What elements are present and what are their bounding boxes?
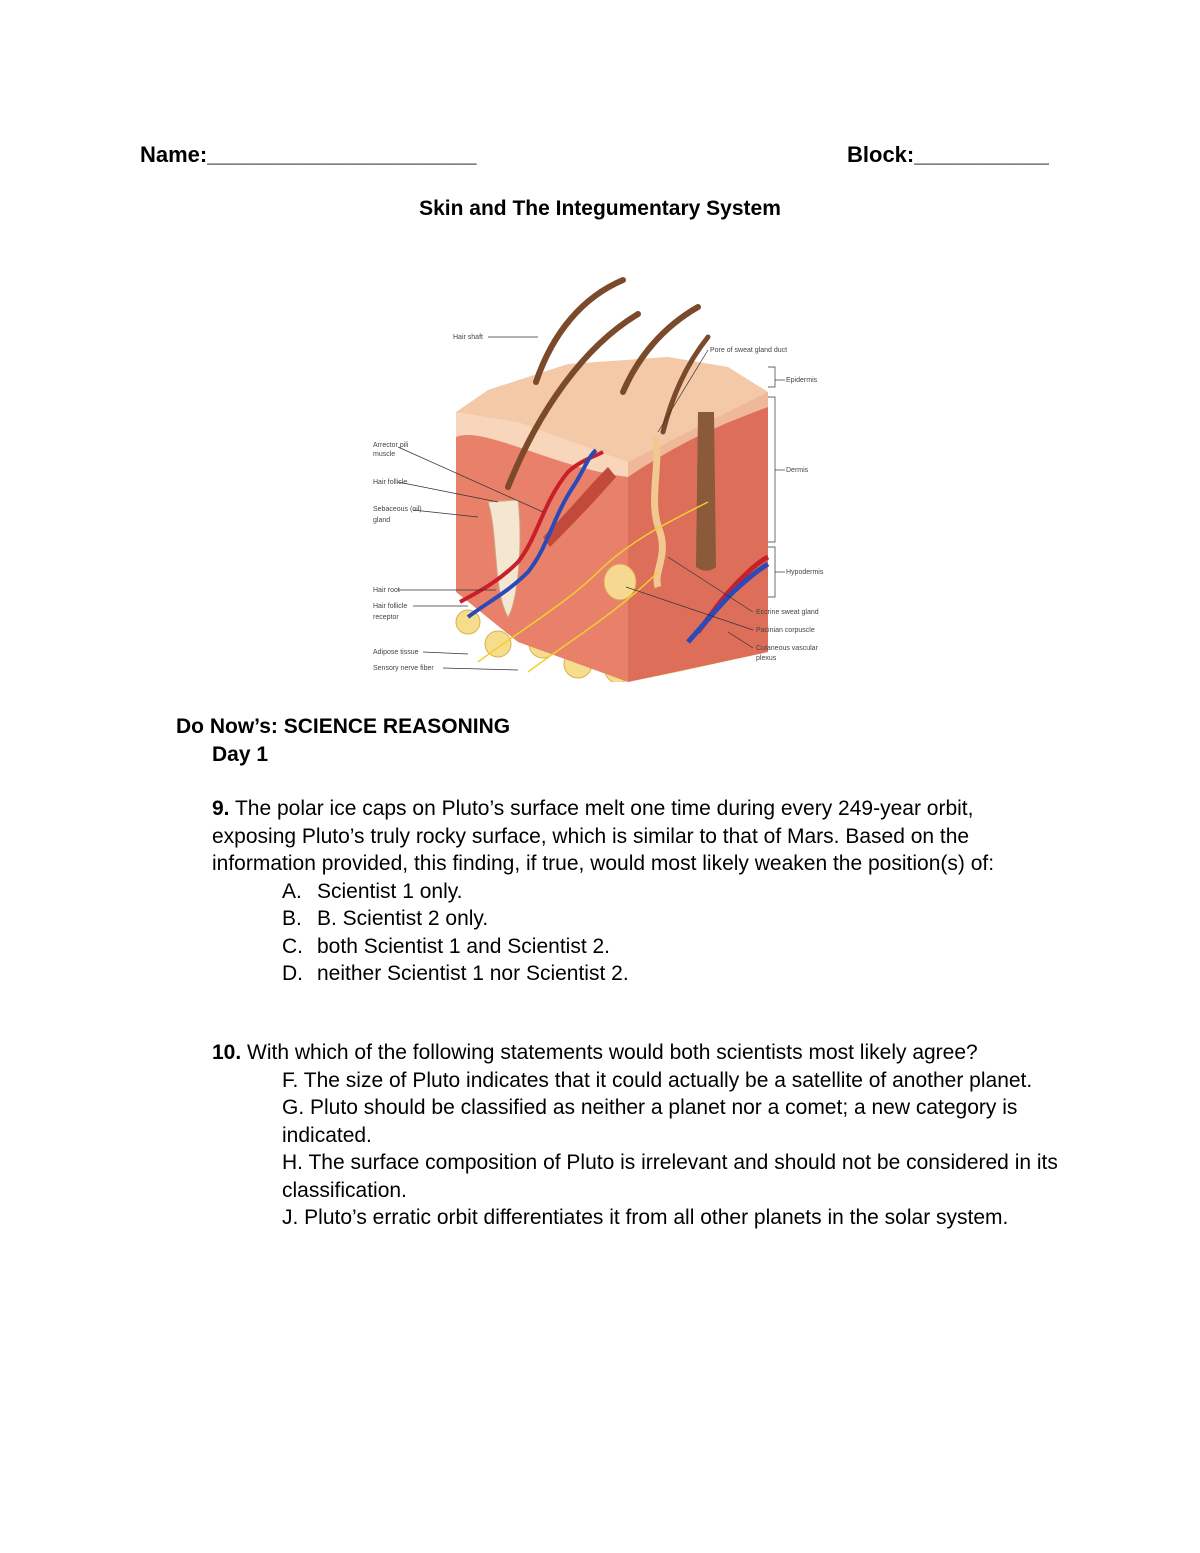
label-dermis: Dermis (786, 467, 809, 474)
hair-follicle-2 (696, 412, 716, 571)
block-label: Block: (847, 142, 915, 167)
option-text: neither Scientist 1 nor Scientist 2. (317, 962, 629, 985)
question-10-number: 10. (212, 1041, 242, 1064)
label-hair-root: Hair root (373, 587, 400, 594)
label-sebaceous-gland: Sebaceous (oil) (373, 506, 422, 513)
question-9-stem (212, 795, 1062, 878)
question-10 (212, 1039, 1062, 1232)
label-cutaneous-plexus: Cutaneous vascular (756, 645, 818, 652)
section-heading: Do Now’s: SCIENCE REASONING (176, 715, 511, 738)
block-field (847, 142, 1049, 168)
question-9-number: 9. (212, 797, 230, 820)
option-d[interactable] (282, 960, 1062, 988)
option-j[interactable]: J. Pluto’s erratic orbit differentiates it from all other planets in the solar system. (282, 1206, 1009, 1229)
label-hypodermis: Hypodermis (786, 569, 824, 576)
question-9-options (282, 878, 1062, 988)
question-10-options (282, 1067, 1062, 1232)
question-9 (212, 795, 1062, 988)
question-9-text: The polar ice caps on Pluto’s surface melt one time during every 249-year orbit, exposing Pluto’s truly rocky surface, which is similar to that of Mars. Based on the information provided, this finding, if true, would most likely weaken the position(s) of: (212, 797, 995, 875)
option-text: both Scientist 1 and Scientist 2. (317, 934, 611, 958)
label-hair-shaft: Hair shaft (453, 334, 483, 341)
name-label: Name: (140, 142, 208, 167)
label-adipose-tissue: Adipose tissue (373, 649, 419, 656)
label-sweat-pore: Pore of sweat gland duct (710, 347, 788, 354)
option-h[interactable]: H. The surface composition of Pluto is irrelevant and should not be considered in its classification. (282, 1151, 1058, 1202)
label-epidermis: Epidermis (786, 377, 818, 384)
page-title: Skin and The Integumentary System (419, 197, 781, 220)
option-f[interactable]: F. The size of Pluto indicates that it could actually be a satellite of another planet. (282, 1068, 1033, 1092)
option-letter: C. (282, 934, 303, 958)
option-g[interactable]: G. Pluto should be classified as neither a planet nor a comet; a new category is indicated. (282, 1096, 1018, 1147)
name-blank[interactable]: ______________________ (207, 142, 477, 167)
option-letter: D. (282, 962, 303, 985)
label-eccrine-sweat-gland: Eccrine sweat gland (756, 609, 819, 616)
option-text: Scientist 1 only. (317, 879, 463, 903)
label-hair-follicle: Hair follicle (373, 479, 408, 486)
option-a[interactable] (282, 878, 1062, 906)
option-letter: A. (282, 879, 302, 903)
skin-diagram (368, 272, 838, 682)
label-hair-follicle-receptor: Hair follicle (373, 603, 408, 610)
label-pacinian-corpuscle: Pacinian corpuscle (756, 627, 815, 634)
name-field (140, 142, 476, 168)
question-10-text: With which of the following statements would both scientists most likely agree? (241, 1041, 978, 1064)
option-c[interactable] (282, 933, 1062, 961)
label-arrector-pili: Arrector pili (373, 442, 409, 449)
pacinian-corpuscle (604, 564, 636, 600)
option-b[interactable] (282, 905, 1062, 933)
label-arrector-pili-2: muscle (373, 451, 396, 458)
option-text: B. Scientist 2 only. (317, 907, 489, 930)
day-heading: Day 1 (212, 743, 269, 766)
option-letter: B. (282, 907, 302, 930)
label-sebaceous-gland-2: gland (373, 517, 391, 524)
label-hair-follicle-receptor-2: receptor (373, 614, 399, 621)
question-10-stem (212, 1039, 1062, 1067)
label-sensory-nerve-fiber: Sensory nerve fiber (373, 665, 434, 672)
label-cutaneous-plexus-2: plexus (756, 655, 777, 662)
block-blank[interactable]: ___________ (914, 142, 1049, 167)
